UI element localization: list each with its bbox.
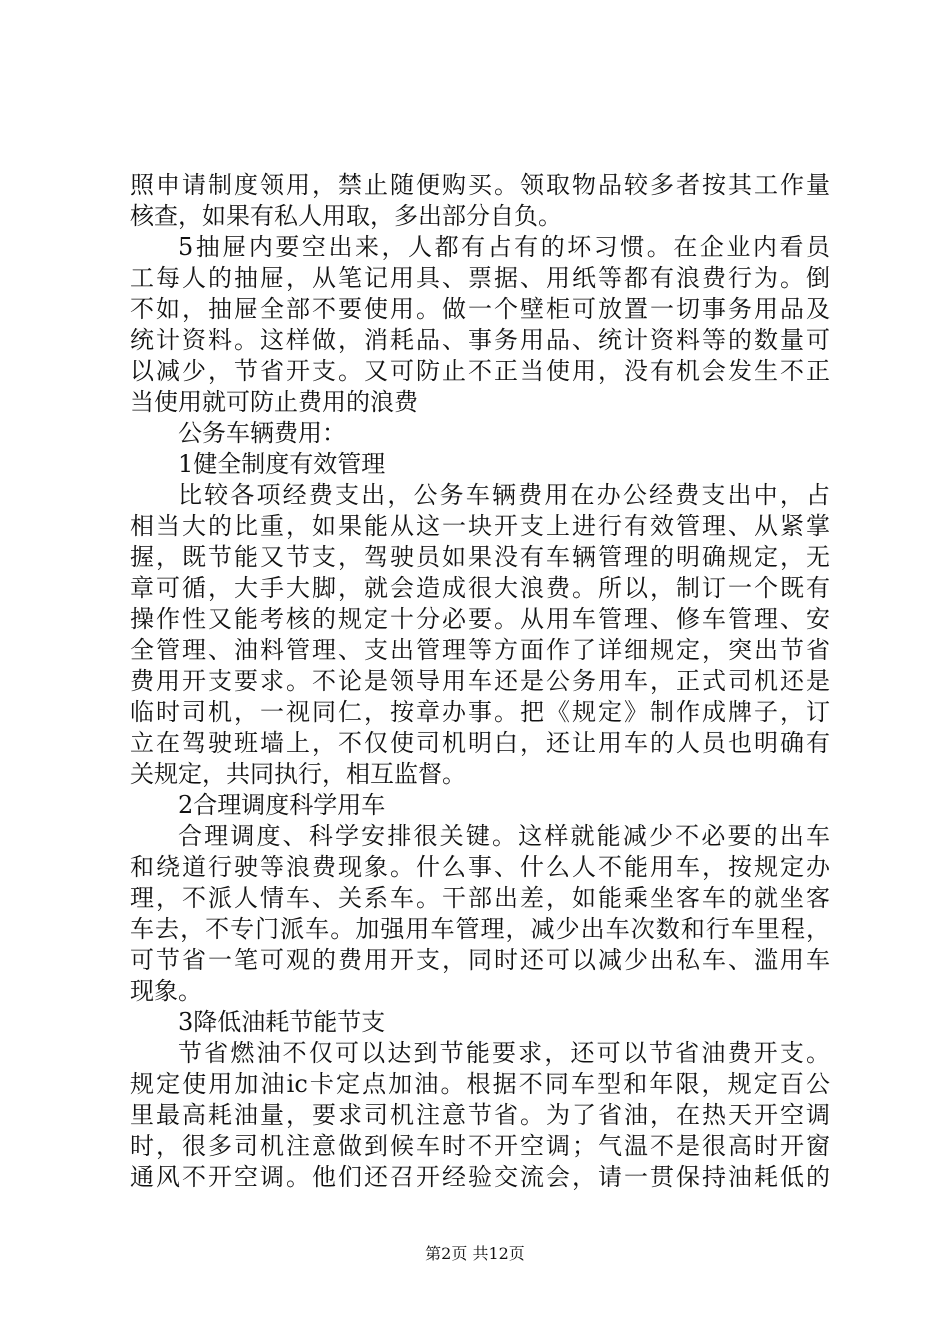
text-line: 里最高耗油量，要求司机注意节省。为了省油，在热天开空调: [130, 1101, 830, 1129]
text-line: 相当大的比重，如果能从这一块开支上进行有效管理、从紧掌: [130, 512, 830, 540]
text-line: 握，既节能又节支，驾驶员如果没有车辆管理的明确规定，无: [130, 543, 830, 571]
text-line: 理，不派人情车、关系车。干部出差，如能乘坐客车的就坐客: [130, 884, 830, 912]
text-line: 时，很多司机注意做到候车时不开空调；气温不是很高时开窗: [130, 1132, 830, 1160]
subsection-heading: 2合理调度科学用车: [178, 791, 386, 819]
text-line: 工每人的抽屉，从笔记用具、票据、用纸等都有浪费行为。倒: [130, 264, 830, 292]
subsection-heading: 3降低油耗节能节支: [178, 1008, 386, 1036]
text-line: 统计资料。这样做，消耗品、事务用品、统计资料等的数量可: [130, 326, 830, 354]
text-line: 章可循，大手大脚，就会造成很大浪费。所以，制订一个既有: [130, 574, 830, 602]
text-line: 和绕道行驶等浪费现象。什么事、什么人不能用车，按规定办: [130, 853, 830, 881]
document-body: [130, 170, 830, 1193]
text-line: 临时司机，一视同仁，按章办事。把《规定》制作成牌子，订: [130, 698, 830, 726]
text-line: 可节省一笔可观的费用开支，同时还可以减少出私车、滥用车: [130, 946, 830, 974]
text-line: 不如，抽屉全部不要使用。做一个壁柜可放置一切事务用品及: [130, 295, 830, 323]
text-line: 现象。: [130, 977, 202, 1005]
page-number-footer: 第2页 共12页: [425, 1244, 525, 1263]
subsection-heading: 1健全制度有效管理: [178, 450, 386, 478]
text-line: 关规定，共同执行，相互监督。: [130, 760, 466, 788]
text-line: 当使用就可防止费用的浪费: [130, 388, 418, 416]
text-line: 费用开支要求。不论是领导用车还是公务用车，正式司机还是: [130, 667, 830, 695]
text-line: 全管理、油料管理、支出管理等方面作了详细规定，突出节省: [130, 636, 830, 664]
text-line: 合理调度、科学安排很关键。这样就能减少不必要的出车: [178, 822, 830, 850]
text-line: 比较各项经费支出，公务车辆费用在办公经费支出中，占: [178, 481, 830, 509]
section-heading: 公务车辆费用：: [178, 419, 346, 447]
text-line: 以减少，节省开支。又可防止不正当使用，没有机会发生不正: [130, 357, 830, 385]
text-line: 操作性又能考核的规定十分必要。从用车管理、修车管理、安: [130, 605, 830, 633]
text-line: 5抽屉内要空出来，人都有占有的坏习惯。在企业内看员: [178, 233, 830, 261]
text-line: 规定使用加油ic卡定点加油。根据不同车型和年限，规定百公: [130, 1070, 830, 1098]
text-line: 通风不开空调。他们还召开经验交流会，请一贯保持油耗低的: [130, 1163, 830, 1191]
text-line: 立在驾驶班墙上，不仅使司机明白，还让用车的人员也明确有: [130, 729, 830, 757]
text-line: 车去，不专门派车。加强用车管理，减少出车次数和行车里程，: [130, 915, 830, 943]
text-line: 节省燃油不仅可以达到节能要求，还可以节省油费开支。: [178, 1039, 830, 1067]
text-line: 核查，如果有私人用取，多出部分自负。: [130, 202, 562, 230]
text-line: 照申请制度领用，禁止随便购买。领取物品较多者按其工作量: [130, 171, 830, 199]
